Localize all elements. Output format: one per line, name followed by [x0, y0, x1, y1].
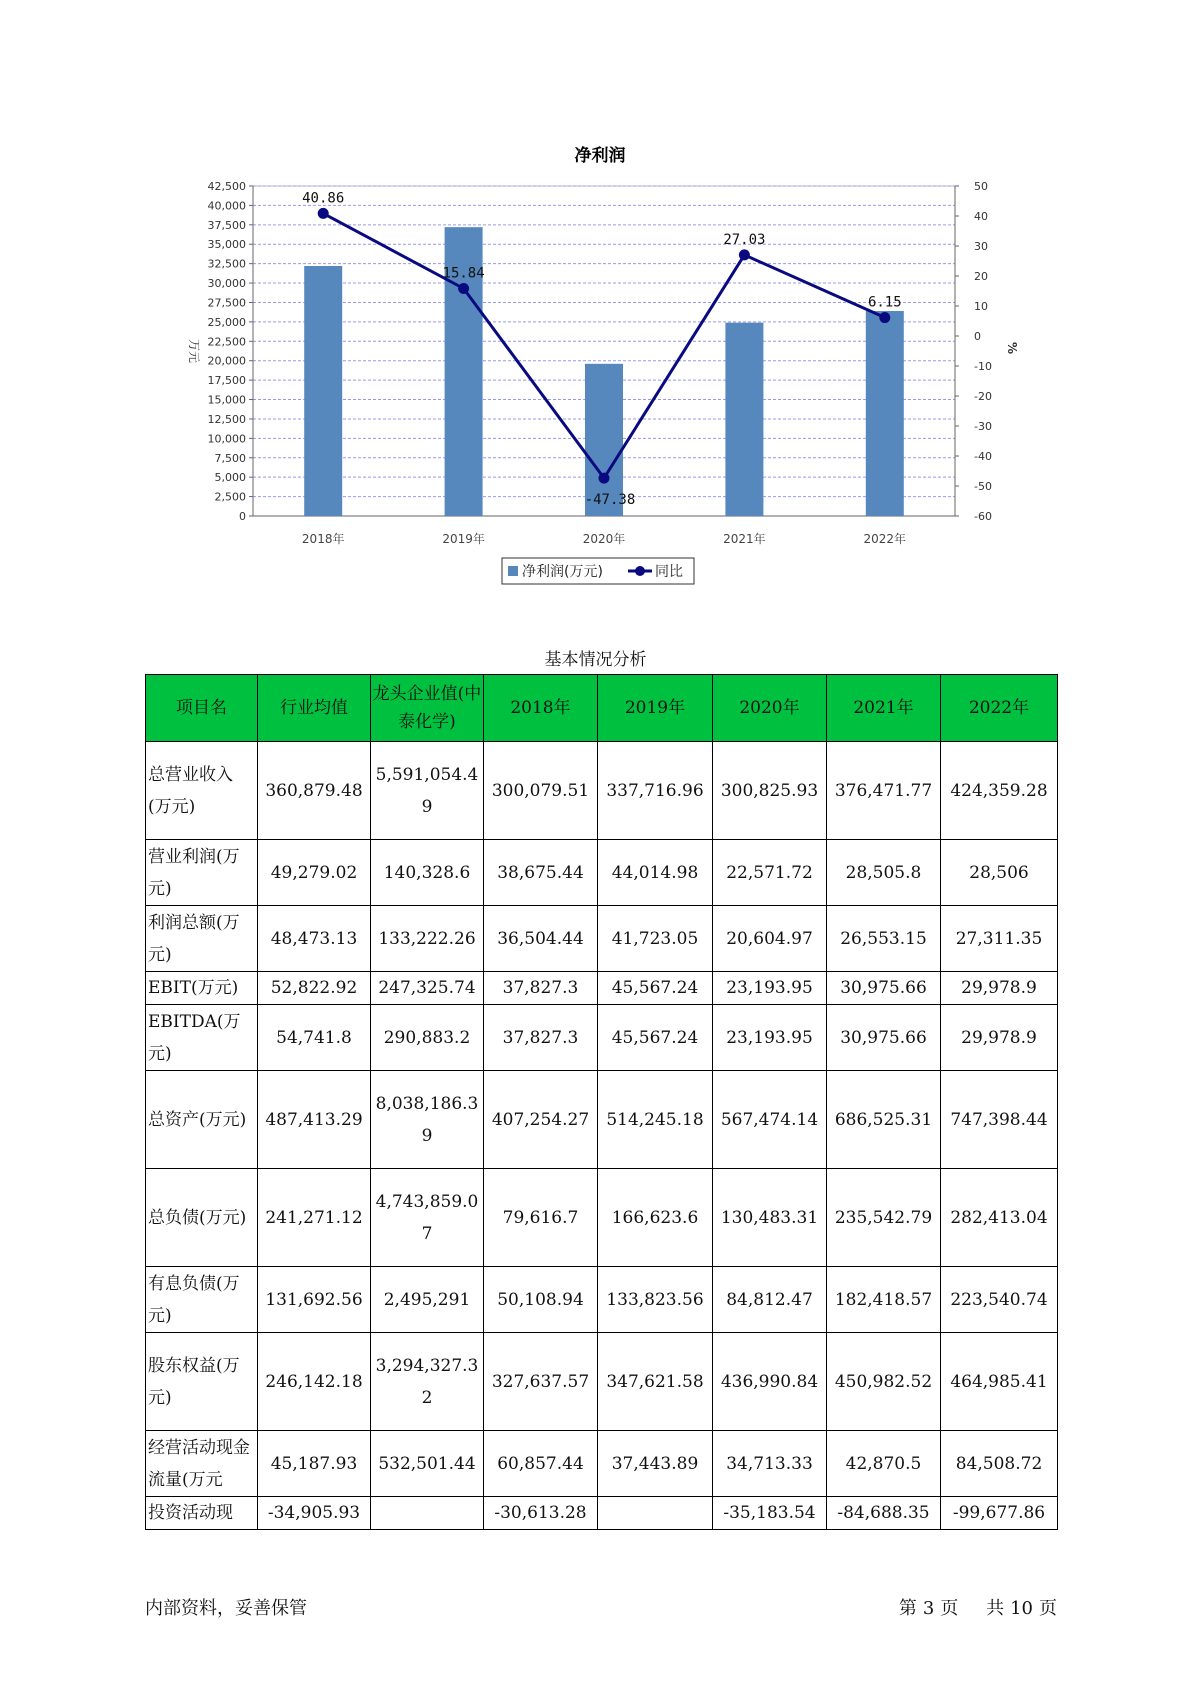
table-row	[146, 906, 1058, 972]
table-cell: 41,723.05	[598, 906, 713, 972]
table-cell: 337,716.96	[598, 742, 713, 840]
left-tick-label: 17,500	[207, 374, 246, 388]
table-title: 基本情况分析	[544, 650, 647, 670]
right-tick-label: 20	[974, 270, 988, 283]
table-row	[146, 840, 1058, 906]
table-row	[146, 1005, 1058, 1071]
row-label: 总负债(万元)	[146, 1169, 258, 1267]
table-cell: 514,245.18	[598, 1071, 713, 1169]
header-cell: 2019年	[598, 675, 713, 742]
table-cell: 424,359.28	[941, 742, 1058, 840]
left-tick-label: 7,500	[214, 451, 246, 465]
x-tick-label: 2019年	[442, 532, 485, 546]
bar-2021年	[725, 323, 763, 516]
table-cell: 133,222.26	[371, 906, 484, 972]
table-cell: -30,613.28	[484, 1497, 598, 1530]
table-cell: 23,193.95	[713, 1005, 827, 1071]
left-tick-label: 37,500	[207, 218, 246, 232]
header-cell: 项目名	[146, 675, 258, 742]
table-cell: 166,623.6	[598, 1169, 713, 1267]
table-cell: 241,271.12	[258, 1169, 371, 1267]
right-tick-label: 30	[974, 240, 988, 253]
table-cell: 347,621.58	[598, 1333, 713, 1431]
table-cell: -34,905.93	[258, 1497, 371, 1530]
table-cell: 30,975.66	[827, 1005, 941, 1071]
total-prefix: 共	[986, 1598, 1005, 1619]
row-label: 总营业收入(万元)	[146, 742, 258, 840]
table-cell: 84,812.47	[713, 1267, 827, 1333]
footer-confidential-note: 内部资料，妥善保管	[145, 1598, 307, 1619]
table-cell: 37,827.3	[484, 972, 598, 1005]
yoy-data-label: 27.03	[723, 231, 766, 248]
table-cell: 8,038,186.39	[371, 1071, 484, 1169]
header-cell: 2021年	[827, 675, 941, 742]
table-cell: 49,279.02	[258, 840, 371, 906]
bar-2022年	[866, 311, 904, 516]
left-tick-label: 0	[239, 510, 246, 523]
right-axis-title: %	[1005, 341, 1019, 355]
row-label: 营业利润(万元)	[146, 840, 258, 906]
legend-line-label: 同比	[655, 564, 683, 580]
table-cell: 22,571.72	[713, 840, 827, 906]
header-cell: 2020年	[713, 675, 827, 742]
table-cell: 84,508.72	[941, 1431, 1058, 1497]
left-tick-label: 32,500	[207, 257, 246, 271]
right-tick-label: -20	[974, 390, 992, 403]
table-cell: -84,688.35	[827, 1497, 941, 1530]
header-cell: 2018年	[484, 675, 598, 742]
row-label: 有息负债(万元)	[146, 1267, 258, 1333]
page-number: 3	[922, 1598, 935, 1619]
yoy-data-label: 6.15	[867, 294, 902, 311]
table-cell: 37,827.3	[484, 1005, 598, 1071]
table-cell: 45,567.24	[598, 972, 713, 1005]
total-pages: 10	[1010, 1598, 1033, 1619]
left-tick-label: 27,500	[207, 296, 246, 310]
x-tick-label: 2021年	[723, 532, 766, 546]
row-label: EBITDA(万元)	[146, 1005, 258, 1071]
table-cell: 34,713.33	[713, 1431, 827, 1497]
table-cell: 747,398.44	[941, 1071, 1058, 1169]
right-tick-label: -50	[974, 480, 992, 493]
right-tick-label: -60	[974, 510, 992, 523]
table-cell: 327,637.57	[484, 1333, 598, 1431]
table-cell: 28,506	[941, 840, 1058, 906]
table-cell: 36,504.44	[484, 906, 598, 972]
table-cell: 44,014.98	[598, 840, 713, 906]
net-profit-chart	[0, 0, 1191, 600]
row-label: 投资活动现	[146, 1497, 258, 1530]
table-cell: 282,413.04	[941, 1169, 1058, 1267]
left-tick-label: 42,500	[207, 180, 246, 193]
table-cell: 38,675.44	[484, 840, 598, 906]
row-label: 利润总额(万元)	[146, 906, 258, 972]
table-cell: 45,567.24	[598, 1005, 713, 1071]
left-tick-label: 25,000	[207, 315, 246, 329]
page-prefix: 第	[898, 1598, 917, 1619]
table-cell: 360,879.48	[258, 742, 371, 840]
table-cell: 42,870.5	[827, 1431, 941, 1497]
table-cell: 247,325.74	[371, 972, 484, 1005]
x-tick-label: 2018年	[301, 532, 345, 546]
table-row	[146, 1431, 1058, 1497]
x-tick-label: 2022年	[863, 532, 907, 546]
table-cell: 532,501.44	[371, 1431, 484, 1497]
basic-analysis-table	[145, 674, 1058, 1530]
table-cell: 223,540.74	[941, 1267, 1058, 1333]
table-cell: 407,254.27	[484, 1071, 598, 1169]
left-tick-label: 40,000	[207, 199, 246, 213]
table-cell: 4,743,859.07	[371, 1169, 484, 1267]
yoy-point	[458, 283, 469, 294]
left-tick-label: 10,000	[207, 432, 246, 446]
table-row	[146, 1333, 1058, 1431]
table-cell: 60,857.44	[484, 1431, 598, 1497]
legend-line-marker	[635, 566, 645, 576]
left-tick-label: 12,500	[207, 412, 246, 426]
table-cell: 79,616.7	[484, 1169, 598, 1267]
table-cell: 52,822.92	[258, 972, 371, 1005]
left-tick-label: 2,500	[214, 490, 246, 504]
table-cell: 290,883.2	[371, 1005, 484, 1071]
table-cell: 37,443.89	[598, 1431, 713, 1497]
table-cell: 436,990.84	[713, 1333, 827, 1431]
header-cell: 行业均值	[258, 675, 371, 742]
table-row	[146, 742, 1058, 840]
left-tick-label: 15,000	[207, 393, 246, 407]
table-row	[146, 1169, 1058, 1267]
row-label: 股东权益(万元)	[146, 1333, 258, 1431]
right-tick-label: -30	[974, 420, 992, 433]
table-cell: 23,193.95	[713, 972, 827, 1005]
table-cell: -35,183.54	[713, 1497, 827, 1530]
header-cell: 2022年	[941, 675, 1058, 742]
table-cell: 567,474.14	[713, 1071, 827, 1169]
table-cell: 2,495,291	[371, 1267, 484, 1333]
yoy-data-label: -47.38	[584, 492, 636, 509]
table-cell: 54,741.8	[258, 1005, 371, 1071]
legend-bar-swatch	[508, 566, 518, 576]
right-tick-label: -40	[974, 450, 992, 463]
table-cell: 45,187.93	[258, 1431, 371, 1497]
footer-page-info	[893, 1594, 1057, 1620]
left-tick-label: 5,000	[214, 471, 246, 485]
total-suffix: 页	[1039, 1598, 1057, 1619]
right-tick-label: 40	[974, 210, 988, 223]
table-cell: 140,328.6	[371, 840, 484, 906]
bar-2018年	[304, 266, 342, 516]
left-tick-label: 35,000	[207, 238, 246, 252]
chart-svg	[0, 0, 1191, 600]
table-body	[146, 742, 1058, 1530]
table-cell: 376,471.77	[827, 742, 941, 840]
table-cell: 133,823.56	[598, 1267, 713, 1333]
table-cell: 30,975.66	[827, 972, 941, 1005]
table-row	[146, 1267, 1058, 1333]
table-row	[146, 1497, 1058, 1530]
table-cell: 29,978.9	[941, 1005, 1058, 1071]
table-cell: 20,604.97	[713, 906, 827, 972]
right-tick-label: 0	[974, 330, 981, 343]
table-cell: 487,413.29	[258, 1071, 371, 1169]
header-cell: 龙头企业值(中泰化学)	[371, 675, 484, 742]
left-tick-label: 30,000	[207, 277, 246, 291]
left-tick-label: 20,000	[207, 354, 246, 368]
table-cell: 27,311.35	[941, 906, 1058, 972]
table-cell: 26,553.15	[827, 906, 941, 972]
table-cell: 29,978.9	[941, 972, 1058, 1005]
table-cell	[371, 1497, 484, 1530]
right-tick-label: 10	[974, 300, 988, 313]
table-row	[146, 972, 1058, 1005]
row-label: 经营活动现金流量(万元	[146, 1431, 258, 1497]
left-axis-title: 万元	[187, 338, 201, 364]
table-cell: 246,142.18	[258, 1333, 371, 1431]
legend-bar-label: 净利润(万元)	[522, 564, 603, 580]
yoy-data-label: 40.86	[302, 190, 345, 207]
table-cell: 131,692.56	[258, 1267, 371, 1333]
table-cell: 686,525.31	[827, 1071, 941, 1169]
table-row	[146, 1071, 1058, 1169]
right-tick-label: -10	[974, 360, 992, 373]
table-cell: 3,294,327.32	[371, 1333, 484, 1431]
row-label: EBIT(万元)	[146, 972, 258, 1005]
table-cell: -99,677.86	[941, 1497, 1058, 1530]
right-tick-label: 50	[974, 180, 988, 193]
table-cell: 235,542.79	[827, 1169, 941, 1267]
yoy-point	[599, 473, 610, 484]
table-cell	[598, 1497, 713, 1530]
table-cell: 450,982.52	[827, 1333, 941, 1431]
yoy-point	[879, 312, 890, 323]
table-header-row	[146, 675, 1058, 742]
table-cell: 300,825.93	[713, 742, 827, 840]
table-cell: 5,591,054.49	[371, 742, 484, 840]
row-label: 总资产(万元)	[146, 1071, 258, 1169]
yoy-point	[739, 249, 750, 260]
table-cell: 464,985.41	[941, 1333, 1058, 1431]
table-cell: 48,473.13	[258, 906, 371, 972]
page-suffix: 页	[940, 1598, 959, 1619]
table-cell: 300,079.51	[484, 742, 598, 840]
table-cell: 182,418.57	[827, 1267, 941, 1333]
yoy-point	[318, 208, 329, 219]
left-tick-label: 22,500	[207, 335, 246, 349]
table-cell: 50,108.94	[484, 1267, 598, 1333]
table-cell: 28,505.8	[827, 840, 941, 906]
x-tick-label: 2020年	[582, 532, 626, 546]
table-cell: 130,483.31	[713, 1169, 827, 1267]
yoy-data-label: 15.84	[442, 265, 485, 282]
chart-title: 净利润	[574, 146, 626, 166]
